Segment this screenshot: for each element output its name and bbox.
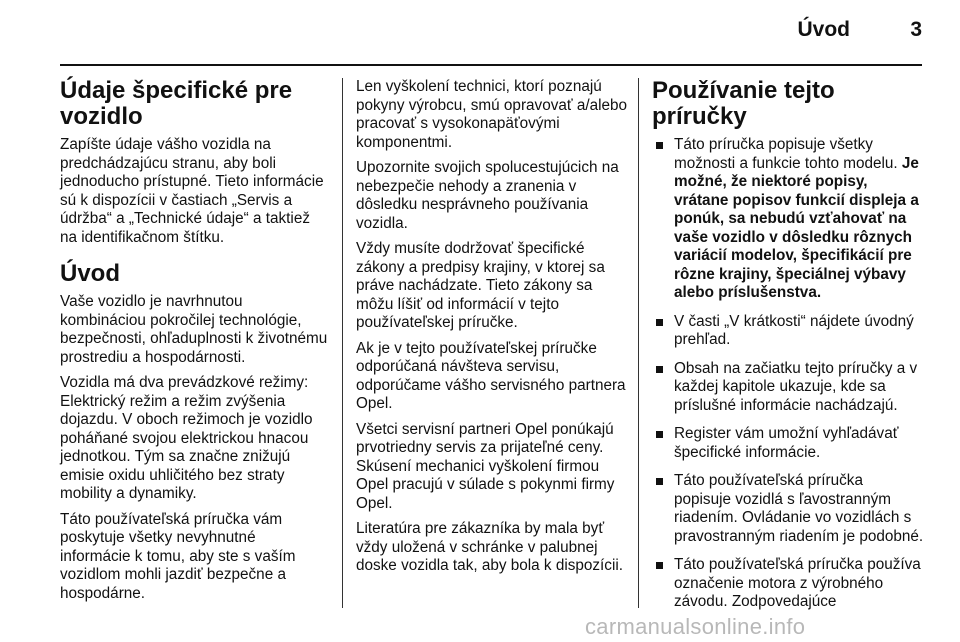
paragraph: Len vyškolení technici, ktorí poznajú pokyny výrobcu, smú opravovať a/alebo pracovať s vysokonapäťovými komponentmi. — [356, 78, 628, 151]
section-heading-intro: Úvod — [60, 260, 120, 287]
list-item-text: V časti „V krátkosti“ nájdete úvodný prehľad. — [674, 312, 914, 348]
list-item-text: Táto používateľská príručka popisuje vozidlá s ľavostranným riadením. Ovládanie vo vozidlách s pravostranným riadením je podobné. — [674, 472, 924, 545]
column-divider — [342, 78, 343, 608]
section-heading-using-manual: Používanie tejto príručky — [652, 77, 835, 130]
square-bullet-icon — [656, 366, 663, 373]
bullet-list — [652, 136, 924, 612]
list-item — [652, 360, 924, 416]
list-item — [652, 556, 924, 612]
list-item-text: Táto príručka popisuje všetky možnosti a funkcie tohto modelu. — [674, 136, 898, 172]
column-divider — [638, 78, 639, 608]
column-left — [60, 78, 330, 610]
square-bullet-icon — [656, 319, 663, 326]
paragraph: Literatúra pre zákazníka by mala byť vždy uložená v schránke v palubnej doske vozidla tak, aby bola k dispozícii. — [356, 520, 623, 574]
square-bullet-icon — [656, 478, 663, 485]
paragraph: Zapíšte údaje vášho vozidla na predchádzajúcu stranu, aby boli jednoducho prístupné. Tieto informácie sú k dispozícii v častiach „Servis a údržba“ a „Technické údaje“ a taktiež na identifikačnom štítku. — [60, 136, 324, 246]
header-divider — [60, 64, 922, 66]
column-middle — [356, 78, 628, 583]
page-number: 3 — [910, 18, 922, 41]
paragraph: Vždy musíte dodržovať špecifické zákony a predpisy krajiny, v ktorej sa práve nachádzate. Tieto zákony sa môžu líšiť od informácií v tejto používateľskej príručke. — [356, 240, 605, 331]
watermark: carmanualsonline.info — [585, 614, 806, 639]
list-item — [652, 313, 924, 350]
running-header-title: Úvod — [797, 18, 850, 41]
paragraph: Ak je v tejto používateľskej príručke odporúčaná návšteva servisu, odporúčame vášho servisného partnera Opel. — [356, 339, 626, 412]
list-item-text: Obsah na začiatku tejto príručky a v každej kapitole ukazuje, kde sa príslušné informácie nachádzajú. — [674, 359, 918, 414]
list-item-bold-text: Je možné, že niektoré popisy, vrátane popisov funkcií displeja a ponúk, sa nebudú vzťahovať na vaše vozidlo v dôsledku rôznych variácií modelov, špecifikácií pre rôzne krajiny, špeciálnej výbavy alebo príslušenstva. — [674, 154, 919, 301]
column-right — [652, 78, 924, 622]
square-bullet-icon — [656, 142, 663, 149]
paragraph: Vozidla má dva prevádzkové režimy: Elektrický režim a režim zvýšenia dojazdu. V oboch režimoch je vozidlo poháňané svojou elektrickou hnacou jednotkou. Tým sa značne znižujú emisie oxidu uhličitého bez straty mobility a dynamiky. — [60, 374, 313, 502]
list-item — [652, 472, 924, 546]
square-bullet-icon — [656, 562, 663, 569]
paragraph: Upozornite svojich spolucestujúcich na nebezpečie nehody a zranenia v dôsledku nesprávneho používania vozidla. — [356, 159, 619, 232]
square-bullet-icon — [656, 431, 663, 438]
list-item — [652, 136, 924, 303]
paragraph: Táto používateľská príručka vám poskytuje všetky nevyhnutné informácie k tomu, aby ste s vaším vozidlom mohli jazdiť bezpečne a hospodárne. — [60, 510, 296, 602]
list-item-text: Register vám umožní vyhľadávať špecifické informácie. — [674, 425, 899, 461]
list-item-text: Táto používateľská príručka používa označenie motora z výrobného závodu. Zodpovedajúce — [674, 556, 921, 610]
list-item — [652, 425, 924, 462]
paragraph: Vaše vozidlo je navrhnutou kombináciou pokročilej technológie, bezpečnosti, ohľaduplnosti k životnému prostrediu a hospodárnosti. — [60, 293, 328, 366]
paragraph: Všetci servisní partneri Opel ponúkajú prvotriedny servis za prijateľné ceny. Skúsení mechanici vyškolení firmou Opel pracujú v súlade s pokynmi firmy Opel. — [356, 420, 615, 512]
section-heading-vehicle-data: Údaje špecifické pre vozidlo — [60, 77, 293, 130]
